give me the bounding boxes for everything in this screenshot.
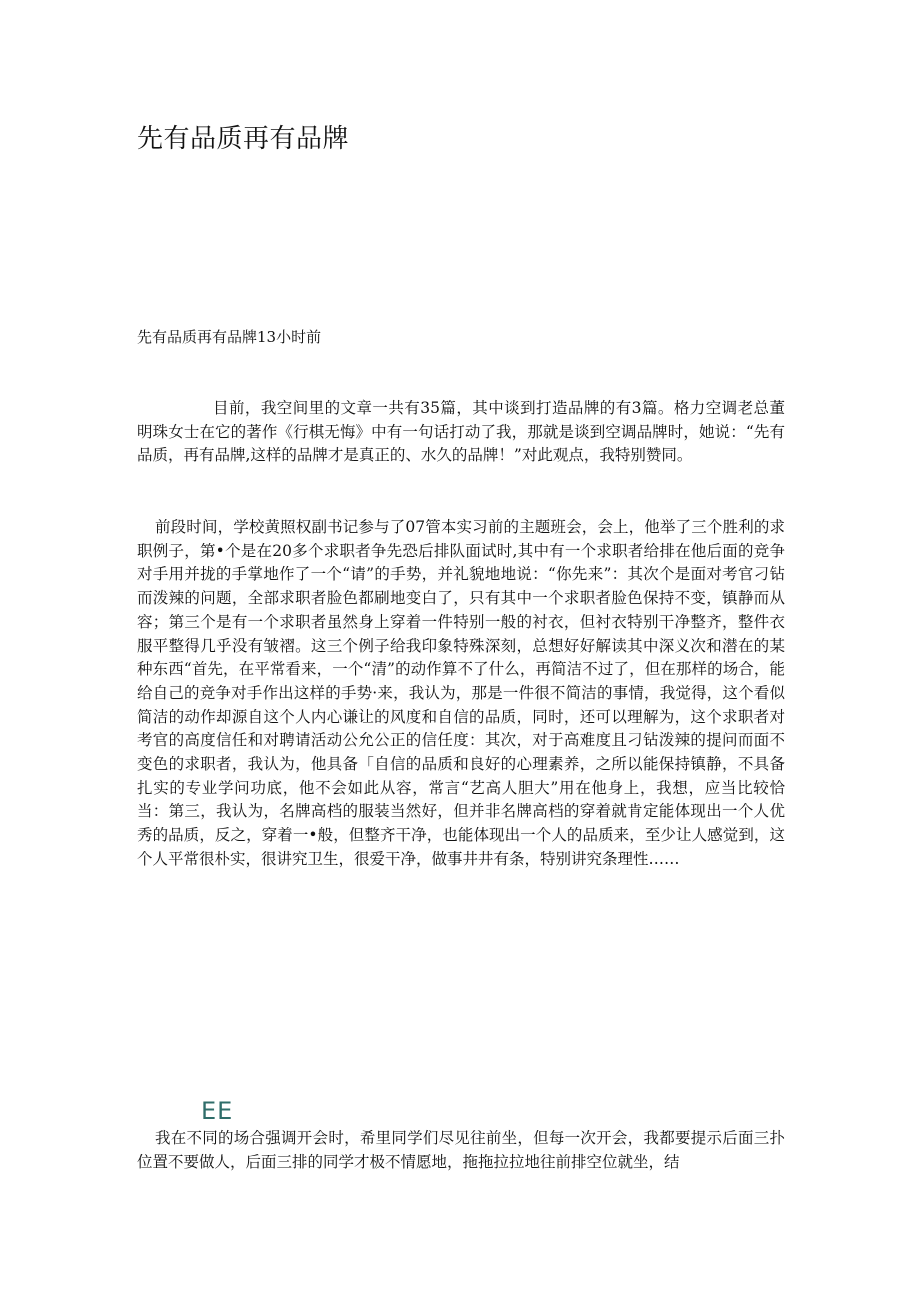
- paragraph-1: 目前，我空间里的文章一共有35篇，其中谈到打造品牌的有3篇。格力空调老总董明珠女士在它的著作《行棋无悔》中有一句话打动了我，那就是谈到空调品牌时，她说：“先有品质，再有品牌,这样的品牌才是真正的、水久的品牌！”对此观点，我特别赞同。: [137, 399, 785, 465]
- paragraph-3: 我在不同的场合强调开会时，希里同学们尽见往前坐，但每一次开会，我都要提示后面三扑位置不要做人，后面三排的同学才极不情愿地，拖拖拉拉地往前排空位就坐，结: [137, 1129, 785, 1171]
- document-title: 先有品质再有品牌: [137, 124, 350, 154]
- ee-mark: EE: [201, 1097, 234, 1125]
- document-subtitle: 先有品质再有品牌13小时前: [137, 328, 322, 346]
- paragraph-2: 前段时间，学校黄照权副书记参与了07管本实习前的主题班会，会上，他举了三个胜利的求职例子，第•个是在20多个求职者争先恐后排队面试时,其中有一个求职者给排在他后面的竞争对手用并拢的手掌地作了一个“请”的手势，并礼貌地地说：“你先来”：其次个是面对考官刁钻而泼辣的问题，全部求职者脸色都刷地变白了，只有其中一个求职者脸色保持不变，镇静而从容；第三个是有一个求职者虽然身上穿着一件特别一般的衬衣，但衬衣特别干净整齐，整件衣服平整得几乎没有皱褶。这三个例子给我印象特殊深刻，总想好好解读其中深义次和潜在的某种东西“首先，在平常看来，一个“清”的动作算不了什么，再简洁不过了，但在那样的场合，能给自己的竞争对手作出这样的手势·来，我认为，那是一件很不简洁的事情，我觉得，这个看似简洁的动作却源自这个人内心谦让的风度和自信的品质，同时，还可以理解为，这个求职者对考官的高度信任和对聘请活动公允公正的信任度：其次，对于高难度且刁钻泼辣的提问而面不变色的求职者，我认为，他具备「自信的品质和良好的心理素养，之所以能保持镇静，不具备扎实的专业学问功底，他不会如此从容，常言“艺高人胆大”用在他身上，我想，应当比较恰当：第三，我认为，名牌高档的服装当然好，但并非名牌高档的穿着就肯定能体现出一个人优秀的品质，反之，穿着一•般，但整齐干净，也能体现出一个人的品质来，至少让人感觉到，这个人平常很朴实，很讲究卫生，很爱干净，做事井井有条，特别讲究条理性……: [137, 518, 785, 868]
